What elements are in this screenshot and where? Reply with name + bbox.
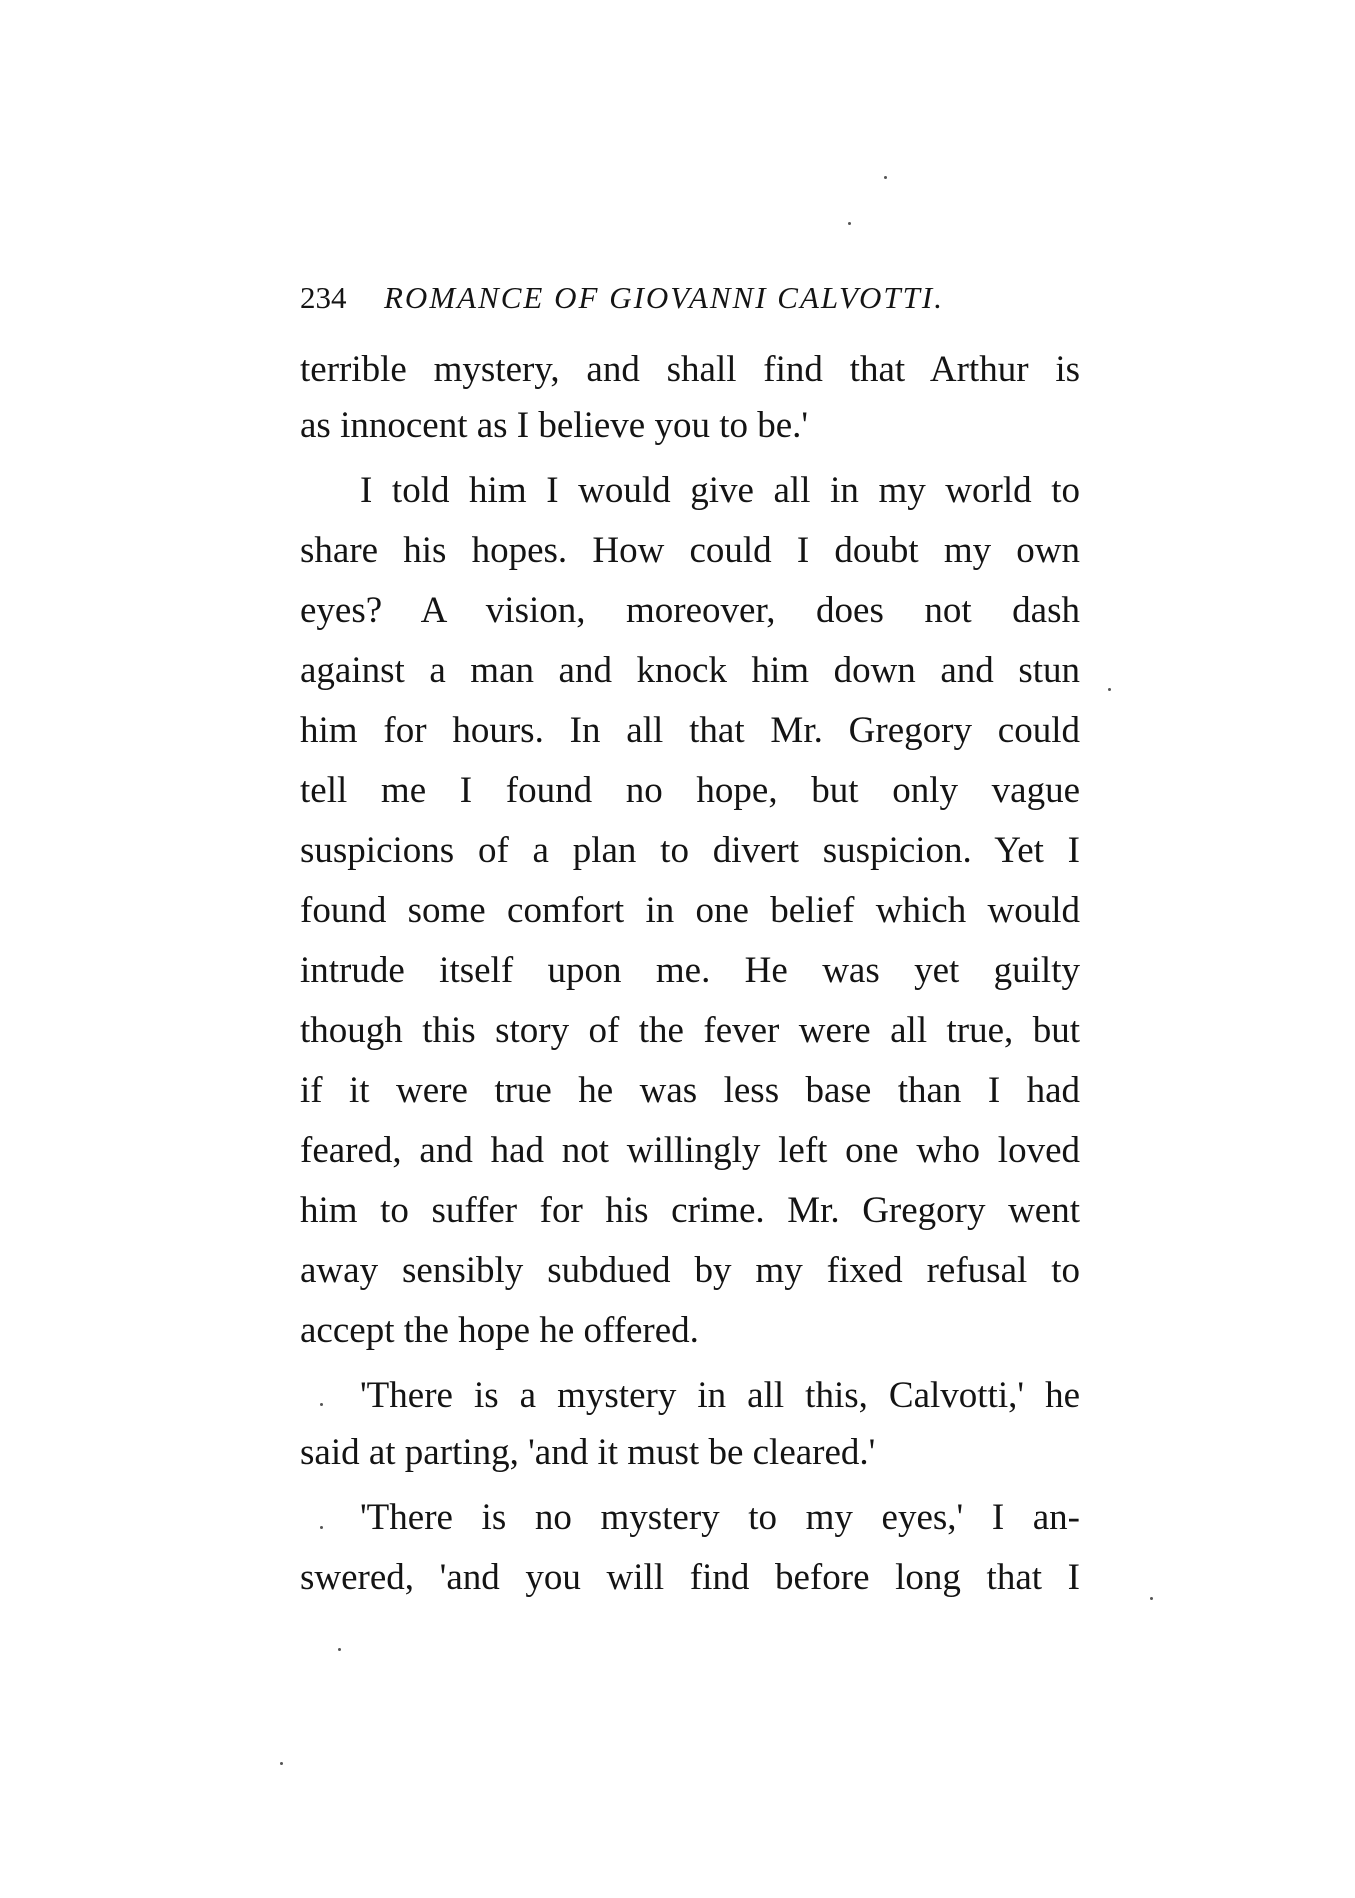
text-line: feared, and had not willingly left one who loved (300, 1130, 1080, 1171)
text-line: 'There is a mystery in all this, Calvotti,' he (360, 1375, 1080, 1416)
page-number: 234 (300, 280, 347, 315)
scan-speck (1108, 688, 1111, 691)
scan-speck (884, 176, 887, 179)
text-line: terrible mystery, and shall find that Arthur is (300, 349, 1080, 390)
running-title: ROMANCE OF GIOVANNI CALVOTTI. (384, 280, 944, 315)
text-line: found some comfort in one belief which would (300, 890, 1080, 931)
text-line: though this story of the fever were all true, but (300, 1010, 1080, 1051)
text-line: if it were true he was less base than I had (300, 1070, 1080, 1111)
scan-speck (848, 222, 851, 225)
text-line: accept the hope he offered. (300, 1310, 699, 1351)
text-line: him for hours. In all that Mr. Gregory could (300, 710, 1080, 751)
text-line: swered, 'and you will find before long that I (300, 1557, 1080, 1598)
text-line: against a man and knock him down and stun (300, 650, 1080, 691)
scan-speck (338, 1648, 341, 1651)
scan-speck (320, 1403, 323, 1406)
text-line: eyes? A vision, moreover, does not dash (300, 590, 1080, 631)
text-line: away sensibly subdued by my fixed refusal to (300, 1250, 1080, 1291)
scan-speck (1150, 1597, 1153, 1600)
text-line: tell me I found no hope, but only vague (300, 770, 1080, 811)
text-line: I told him I would give all in my world to (360, 470, 1080, 511)
text-line: intrude itself upon me. He was yet guilty (300, 950, 1080, 991)
text-line: share his hopes. How could I doubt my own (300, 530, 1080, 571)
text-line: him to suffer for his crime. Mr. Gregory went (300, 1190, 1080, 1231)
running-header (300, 278, 1080, 318)
scan-speck (320, 1526, 323, 1529)
text-line: as innocent as I believe you to be.' (300, 405, 809, 446)
scan-speck (280, 1762, 283, 1765)
text-line: said at parting, 'and it must be cleared.' (300, 1432, 876, 1473)
text-line: 'There is no mystery to my eyes,' I an- (360, 1497, 1080, 1538)
text-line: suspicions of a plan to divert suspicion. Yet I (300, 830, 1080, 871)
